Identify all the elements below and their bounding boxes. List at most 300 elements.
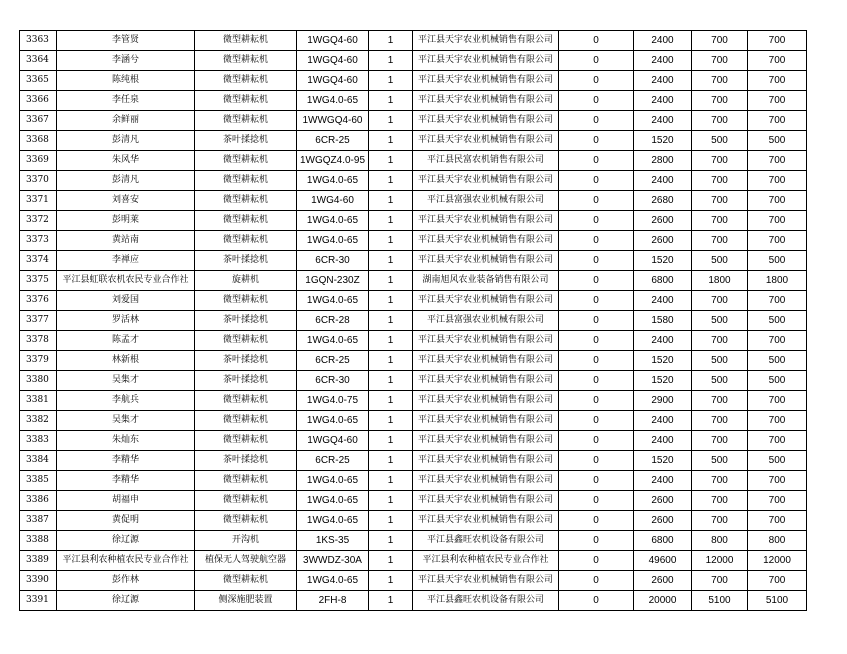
machine-model-cell: 1WG4.0-65 (297, 211, 369, 231)
subsidy-amount-cell: 700 (692, 491, 748, 511)
zero-value-cell: 0 (559, 91, 634, 111)
machine-type-cell: 茶叶揉捻机 (195, 251, 297, 271)
row-number-cell: 3389 (20, 551, 57, 571)
row-number-cell: 3382 (20, 411, 57, 431)
buyer-name-cell: 徐辽源 (57, 591, 195, 611)
buyer-name-cell: 吴集才 (57, 371, 195, 391)
sale-price-cell: 2400 (634, 31, 692, 51)
machine-model-cell: 1WGQZ4.0-95 (297, 151, 369, 171)
seller-name-cell: 平江县天宇农业机械销售有限公司 (413, 491, 559, 511)
subsidy-total-cell: 1800 (748, 271, 807, 291)
subsidy-amount-cell: 700 (692, 91, 748, 111)
subsidy-amount-cell: 700 (692, 391, 748, 411)
zero-value-cell: 0 (559, 251, 634, 271)
subsidy-total-cell: 500 (748, 451, 807, 471)
machine-type-cell: 微型耕耘机 (195, 31, 297, 51)
machine-model-cell: 1GQN-230Z (297, 271, 369, 291)
subsidy-amount-cell: 700 (692, 331, 748, 351)
zero-value-cell: 0 (559, 211, 634, 231)
subsidy-amount-cell: 700 (692, 571, 748, 591)
row-number-cell: 3376 (20, 291, 57, 311)
table-row (20, 51, 807, 71)
buyer-name-cell: 朱风华 (57, 151, 195, 171)
buyer-name-cell: 李任泉 (57, 91, 195, 111)
subsidy-total-cell: 700 (748, 571, 807, 591)
buyer-name-cell: 陈纯根 (57, 71, 195, 91)
sale-price-cell: 2900 (634, 391, 692, 411)
sale-price-cell: 2400 (634, 471, 692, 491)
sale-price-cell: 2600 (634, 491, 692, 511)
zero-value-cell: 0 (559, 571, 634, 591)
table-body (20, 31, 807, 611)
buyer-name-cell: 刘爱国 (57, 291, 195, 311)
sale-price-cell: 2400 (634, 171, 692, 191)
sale-price-cell: 6800 (634, 531, 692, 551)
sale-price-cell: 2400 (634, 291, 692, 311)
subsidy-total-cell: 800 (748, 531, 807, 551)
sale-price-cell: 49600 (634, 551, 692, 571)
subsidy-amount-cell: 700 (692, 31, 748, 51)
subsidy-total-cell: 700 (748, 231, 807, 251)
machine-model-cell: 1WG4.0-65 (297, 571, 369, 591)
sale-price-cell: 2400 (634, 411, 692, 431)
table-row (20, 211, 807, 231)
zero-value-cell: 0 (559, 71, 634, 91)
subsidy-total-cell: 700 (748, 31, 807, 51)
row-number-cell: 3381 (20, 391, 57, 411)
table-row (20, 251, 807, 271)
machine-type-cell: 微型耕耘机 (195, 331, 297, 351)
row-number-cell: 3371 (20, 191, 57, 211)
machine-model-cell: 1WG4-60 (297, 191, 369, 211)
row-number-cell: 3388 (20, 531, 57, 551)
row-number-cell: 3375 (20, 271, 57, 291)
row-number-cell: 3380 (20, 371, 57, 391)
quantity-cell: 1 (369, 551, 413, 571)
table-row (20, 431, 807, 451)
quantity-cell: 1 (369, 231, 413, 251)
zero-value-cell: 0 (559, 111, 634, 131)
machine-type-cell: 微型耕耘机 (195, 71, 297, 91)
table-row (20, 411, 807, 431)
row-number-cell: 3379 (20, 351, 57, 371)
row-number-cell: 3378 (20, 331, 57, 351)
machine-type-cell: 茶叶揉捻机 (195, 371, 297, 391)
subsidy-total-cell: 5100 (748, 591, 807, 611)
seller-name-cell: 平江县天宇农业机械销售有限公司 (413, 391, 559, 411)
quantity-cell: 1 (369, 571, 413, 591)
machine-type-cell: 微型耕耘机 (195, 391, 297, 411)
quantity-cell: 1 (369, 111, 413, 131)
machine-type-cell: 茶叶揉捻机 (195, 351, 297, 371)
machine-model-cell: 2FH-8 (297, 591, 369, 611)
sale-price-cell: 1520 (634, 351, 692, 371)
machine-type-cell: 微型耕耘机 (195, 291, 297, 311)
row-number-cell: 3369 (20, 151, 57, 171)
quantity-cell: 1 (369, 411, 413, 431)
subsidy-total-cell: 700 (748, 51, 807, 71)
machine-type-cell: 植保无人驾驶航空器 (195, 551, 297, 571)
sale-price-cell: 2400 (634, 431, 692, 451)
quantity-cell: 1 (369, 431, 413, 451)
sale-price-cell: 2400 (634, 71, 692, 91)
subsidy-amount-cell: 700 (692, 431, 748, 451)
row-number-cell: 3384 (20, 451, 57, 471)
quantity-cell: 1 (369, 171, 413, 191)
subsidy-total-cell: 700 (748, 151, 807, 171)
machine-type-cell: 微型耕耘机 (195, 411, 297, 431)
buyer-name-cell: 李禅应 (57, 251, 195, 271)
seller-name-cell: 平江县天宇农业机械销售有限公司 (413, 251, 559, 271)
machine-type-cell: 微型耕耘机 (195, 511, 297, 531)
seller-name-cell: 平江县富强农业机械有限公司 (413, 311, 559, 331)
sale-price-cell: 2400 (634, 111, 692, 131)
sale-price-cell: 1580 (634, 311, 692, 331)
row-number-cell: 3366 (20, 91, 57, 111)
seller-name-cell: 平江县天宇农业机械销售有限公司 (413, 511, 559, 531)
subsidy-amount-cell: 500 (692, 311, 748, 331)
buyer-name-cell: 李涵兮 (57, 51, 195, 71)
seller-name-cell: 平江县天宇农业机械销售有限公司 (413, 291, 559, 311)
machine-model-cell: 1WG4.0-65 (297, 491, 369, 511)
sale-price-cell: 6800 (634, 271, 692, 291)
quantity-cell: 1 (369, 151, 413, 171)
machine-type-cell: 微型耕耘机 (195, 491, 297, 511)
seller-name-cell: 平江县鑫旺农机设备有限公司 (413, 591, 559, 611)
seller-name-cell: 平江县天宇农业机械销售有限公司 (413, 231, 559, 251)
machine-model-cell: 1WG4.0-65 (297, 91, 369, 111)
seller-name-cell: 平江县天宇农业机械销售有限公司 (413, 331, 559, 351)
subsidy-amount-cell: 500 (692, 351, 748, 371)
zero-value-cell: 0 (559, 351, 634, 371)
machine-model-cell: 1WGQ4-60 (297, 51, 369, 71)
subsidy-amount-cell: 700 (692, 511, 748, 531)
quantity-cell: 1 (369, 351, 413, 371)
row-number-cell: 3374 (20, 251, 57, 271)
buyer-name-cell: 余鲜丽 (57, 111, 195, 131)
row-number-cell: 3368 (20, 131, 57, 151)
quantity-cell: 1 (369, 191, 413, 211)
machine-model-cell: 6CR-25 (297, 451, 369, 471)
machine-type-cell: 微型耕耘机 (195, 111, 297, 131)
machine-type-cell: 微型耕耘机 (195, 571, 297, 591)
table-row (20, 371, 807, 391)
table-row (20, 491, 807, 511)
subsidy-table (19, 30, 807, 611)
seller-name-cell: 平江县天宇农业机械销售有限公司 (413, 471, 559, 491)
subsidy-total-cell: 700 (748, 331, 807, 351)
machine-model-cell: 1WG4.0-75 (297, 391, 369, 411)
buyer-name-cell: 平江县虹联农机农民专业合作社 (57, 271, 195, 291)
machine-type-cell: 茶叶揉捻机 (195, 311, 297, 331)
machine-type-cell: 侧深施肥装置 (195, 591, 297, 611)
subsidy-amount-cell: 700 (692, 291, 748, 311)
subsidy-total-cell: 500 (748, 131, 807, 151)
subsidy-total-cell: 12000 (748, 551, 807, 571)
sale-price-cell: 2800 (634, 151, 692, 171)
table-row (20, 31, 807, 51)
row-number-cell: 3390 (20, 571, 57, 591)
row-number-cell: 3367 (20, 111, 57, 131)
seller-name-cell: 湖南旭风农业装备销售有限公司 (413, 271, 559, 291)
table-row (20, 391, 807, 411)
machine-model-cell: 1WGQ4-60 (297, 71, 369, 91)
quantity-cell: 1 (369, 491, 413, 511)
machine-type-cell: 微型耕耘机 (195, 151, 297, 171)
buyer-name-cell: 陈孟才 (57, 331, 195, 351)
quantity-cell: 1 (369, 91, 413, 111)
machine-type-cell: 微型耕耘机 (195, 431, 297, 451)
sale-price-cell: 1520 (634, 131, 692, 151)
quantity-cell: 1 (369, 331, 413, 351)
row-number-cell: 3391 (20, 591, 57, 611)
quantity-cell: 1 (369, 391, 413, 411)
buyer-name-cell: 胡福申 (57, 491, 195, 511)
subsidy-total-cell: 700 (748, 171, 807, 191)
subsidy-amount-cell: 500 (692, 251, 748, 271)
zero-value-cell: 0 (559, 411, 634, 431)
subsidy-total-cell: 700 (748, 511, 807, 531)
machine-model-cell: 6CR-25 (297, 351, 369, 371)
zero-value-cell: 0 (559, 511, 634, 531)
machine-type-cell: 茶叶揉捻机 (195, 131, 297, 151)
table-row (20, 271, 807, 291)
buyer-name-cell: 刘喜安 (57, 191, 195, 211)
row-number-cell: 3370 (20, 171, 57, 191)
subsidy-total-cell: 500 (748, 311, 807, 331)
buyer-name-cell: 彭清凡 (57, 131, 195, 151)
sale-price-cell: 2600 (634, 231, 692, 251)
machine-model-cell: 1WG4.0-65 (297, 471, 369, 491)
table-row (20, 571, 807, 591)
machine-model-cell: 6CR-25 (297, 131, 369, 151)
seller-name-cell: 平江县天宇农业机械销售有限公司 (413, 371, 559, 391)
subsidy-amount-cell: 700 (692, 231, 748, 251)
zero-value-cell: 0 (559, 131, 634, 151)
subsidy-amount-cell: 500 (692, 451, 748, 471)
machine-model-cell: 1WG4.0-65 (297, 171, 369, 191)
subsidy-amount-cell: 700 (692, 111, 748, 131)
zero-value-cell: 0 (559, 51, 634, 71)
machine-type-cell: 开沟机 (195, 531, 297, 551)
table-row (20, 451, 807, 471)
quantity-cell: 1 (369, 211, 413, 231)
quantity-cell: 1 (369, 51, 413, 71)
row-number-cell: 3365 (20, 71, 57, 91)
buyer-name-cell: 李精华 (57, 471, 195, 491)
buyer-name-cell: 李管贤 (57, 31, 195, 51)
sale-price-cell: 1520 (634, 371, 692, 391)
seller-name-cell: 平江县天宇农业机械销售有限公司 (413, 451, 559, 471)
seller-name-cell: 平江县富强农业机械有限公司 (413, 191, 559, 211)
seller-name-cell: 平江县天宇农业机械销售有限公司 (413, 211, 559, 231)
seller-name-cell: 平江县利农种植农民专业合作社 (413, 551, 559, 571)
table-row (20, 71, 807, 91)
zero-value-cell: 0 (559, 491, 634, 511)
zero-value-cell: 0 (559, 331, 634, 351)
row-number-cell: 3386 (20, 491, 57, 511)
machine-model-cell: 1WG4.0-65 (297, 331, 369, 351)
row-number-cell: 3383 (20, 431, 57, 451)
subsidy-amount-cell: 700 (692, 71, 748, 91)
row-number-cell: 3373 (20, 231, 57, 251)
table-row (20, 471, 807, 491)
table-row (20, 331, 807, 351)
machine-type-cell: 微型耕耘机 (195, 191, 297, 211)
table-row (20, 551, 807, 571)
zero-value-cell: 0 (559, 31, 634, 51)
buyer-name-cell: 黄促明 (57, 511, 195, 531)
machine-type-cell: 微型耕耘机 (195, 51, 297, 71)
seller-name-cell: 平江县天宇农业机械销售有限公司 (413, 31, 559, 51)
buyer-name-cell: 朱灿东 (57, 431, 195, 451)
table-row (20, 311, 807, 331)
machine-model-cell: 1WWGQ4-60 (297, 111, 369, 131)
seller-name-cell: 平江县天宇农业机械销售有限公司 (413, 411, 559, 431)
quantity-cell: 1 (369, 311, 413, 331)
subsidy-amount-cell: 12000 (692, 551, 748, 571)
machine-model-cell: 1WG4.0-65 (297, 231, 369, 251)
machine-model-cell: 1KS-35 (297, 531, 369, 551)
table-row (20, 111, 807, 131)
buyer-name-cell: 李航兵 (57, 391, 195, 411)
machine-model-cell: 6CR-30 (297, 371, 369, 391)
zero-value-cell: 0 (559, 431, 634, 451)
machine-model-cell: 1WG4.0-65 (297, 291, 369, 311)
subsidy-amount-cell: 700 (692, 171, 748, 191)
seller-name-cell: 平江县民富农机销售有限公司 (413, 151, 559, 171)
subsidy-total-cell: 500 (748, 351, 807, 371)
seller-name-cell: 平江县天宇农业机械销售有限公司 (413, 51, 559, 71)
table-row (20, 591, 807, 611)
table-row (20, 131, 807, 151)
sale-price-cell: 2400 (634, 331, 692, 351)
row-number-cell: 3363 (20, 31, 57, 51)
machine-model-cell: 1WG4.0-65 (297, 511, 369, 531)
subsidy-total-cell: 700 (748, 211, 807, 231)
sale-price-cell: 2400 (634, 91, 692, 111)
machine-model-cell: 6CR-30 (297, 251, 369, 271)
subsidy-amount-cell: 700 (692, 191, 748, 211)
quantity-cell: 1 (369, 511, 413, 531)
quantity-cell: 1 (369, 271, 413, 291)
buyer-name-cell: 平江县利农种植农民专业合作社 (57, 551, 195, 571)
buyer-name-cell: 徐辽源 (57, 531, 195, 551)
subsidy-amount-cell: 800 (692, 531, 748, 551)
sale-price-cell: 2600 (634, 511, 692, 531)
sale-price-cell: 1520 (634, 251, 692, 271)
sale-price-cell: 2600 (634, 211, 692, 231)
subsidy-amount-cell: 700 (692, 471, 748, 491)
seller-name-cell: 平江县天宇农业机械销售有限公司 (413, 111, 559, 131)
machine-type-cell: 微型耕耘机 (195, 471, 297, 491)
seller-name-cell: 平江县鑫旺农机设备有限公司 (413, 531, 559, 551)
machine-type-cell: 微型耕耘机 (195, 171, 297, 191)
seller-name-cell: 平江县天宇农业机械销售有限公司 (413, 71, 559, 91)
machine-type-cell: 微型耕耘机 (195, 91, 297, 111)
quantity-cell: 1 (369, 131, 413, 151)
buyer-name-cell: 彭清凡 (57, 171, 195, 191)
subsidy-total-cell: 700 (748, 91, 807, 111)
zero-value-cell: 0 (559, 231, 634, 251)
zero-value-cell: 0 (559, 191, 634, 211)
subsidy-amount-cell: 700 (692, 51, 748, 71)
table-row (20, 191, 807, 211)
row-number-cell: 3372 (20, 211, 57, 231)
subsidy-amount-cell: 700 (692, 151, 748, 171)
zero-value-cell: 0 (559, 391, 634, 411)
zero-value-cell: 0 (559, 151, 634, 171)
sale-price-cell: 2600 (634, 571, 692, 591)
buyer-name-cell: 林新根 (57, 351, 195, 371)
zero-value-cell: 0 (559, 551, 634, 571)
quantity-cell: 1 (369, 471, 413, 491)
subsidy-amount-cell: 500 (692, 371, 748, 391)
machine-type-cell: 微型耕耘机 (195, 231, 297, 251)
row-number-cell: 3377 (20, 311, 57, 331)
sale-price-cell: 2400 (634, 51, 692, 71)
zero-value-cell: 0 (559, 471, 634, 491)
subsidy-total-cell: 700 (748, 111, 807, 131)
buyer-name-cell: 黄站南 (57, 231, 195, 251)
machine-model-cell: 3WWDZ-30A (297, 551, 369, 571)
table-row (20, 151, 807, 171)
seller-name-cell: 平江县天宇农业机械销售有限公司 (413, 171, 559, 191)
row-number-cell: 3364 (20, 51, 57, 71)
table-row (20, 91, 807, 111)
subsidy-amount-cell: 1800 (692, 271, 748, 291)
quantity-cell: 1 (369, 591, 413, 611)
quantity-cell: 1 (369, 251, 413, 271)
subsidy-amount-cell: 500 (692, 131, 748, 151)
machine-model-cell: 1WGQ4-60 (297, 431, 369, 451)
machine-model-cell: 1WGQ4-60 (297, 31, 369, 51)
zero-value-cell: 0 (559, 451, 634, 471)
zero-value-cell: 0 (559, 271, 634, 291)
subsidy-total-cell: 500 (748, 371, 807, 391)
table-row (20, 171, 807, 191)
zero-value-cell: 0 (559, 371, 634, 391)
subsidy-total-cell: 700 (748, 191, 807, 211)
machine-type-cell: 茶叶揉捻机 (195, 451, 297, 471)
seller-name-cell: 平江县天宇农业机械销售有限公司 (413, 431, 559, 451)
zero-value-cell: 0 (559, 171, 634, 191)
table-row (20, 351, 807, 371)
sale-price-cell: 1520 (634, 451, 692, 471)
table-row (20, 291, 807, 311)
machine-type-cell: 微型耕耘机 (195, 211, 297, 231)
subsidy-total-cell: 700 (748, 411, 807, 431)
subsidy-total-cell: 700 (748, 431, 807, 451)
subsidy-total-cell: 700 (748, 471, 807, 491)
machine-model-cell: 1WG4.0-65 (297, 411, 369, 431)
quantity-cell: 1 (369, 451, 413, 471)
quantity-cell: 1 (369, 371, 413, 391)
quantity-cell: 1 (369, 291, 413, 311)
zero-value-cell: 0 (559, 311, 634, 331)
subsidy-total-cell: 500 (748, 251, 807, 271)
quantity-cell: 1 (369, 71, 413, 91)
table-row (20, 231, 807, 251)
seller-name-cell: 平江县天宇农业机械销售有限公司 (413, 351, 559, 371)
subsidy-amount-cell: 700 (692, 211, 748, 231)
buyer-name-cell: 彭作林 (57, 571, 195, 591)
row-number-cell: 3385 (20, 471, 57, 491)
machine-model-cell: 6CR-28 (297, 311, 369, 331)
subsidy-amount-cell: 700 (692, 411, 748, 431)
seller-name-cell: 平江县天宇农业机械销售有限公司 (413, 91, 559, 111)
table-row (20, 511, 807, 531)
